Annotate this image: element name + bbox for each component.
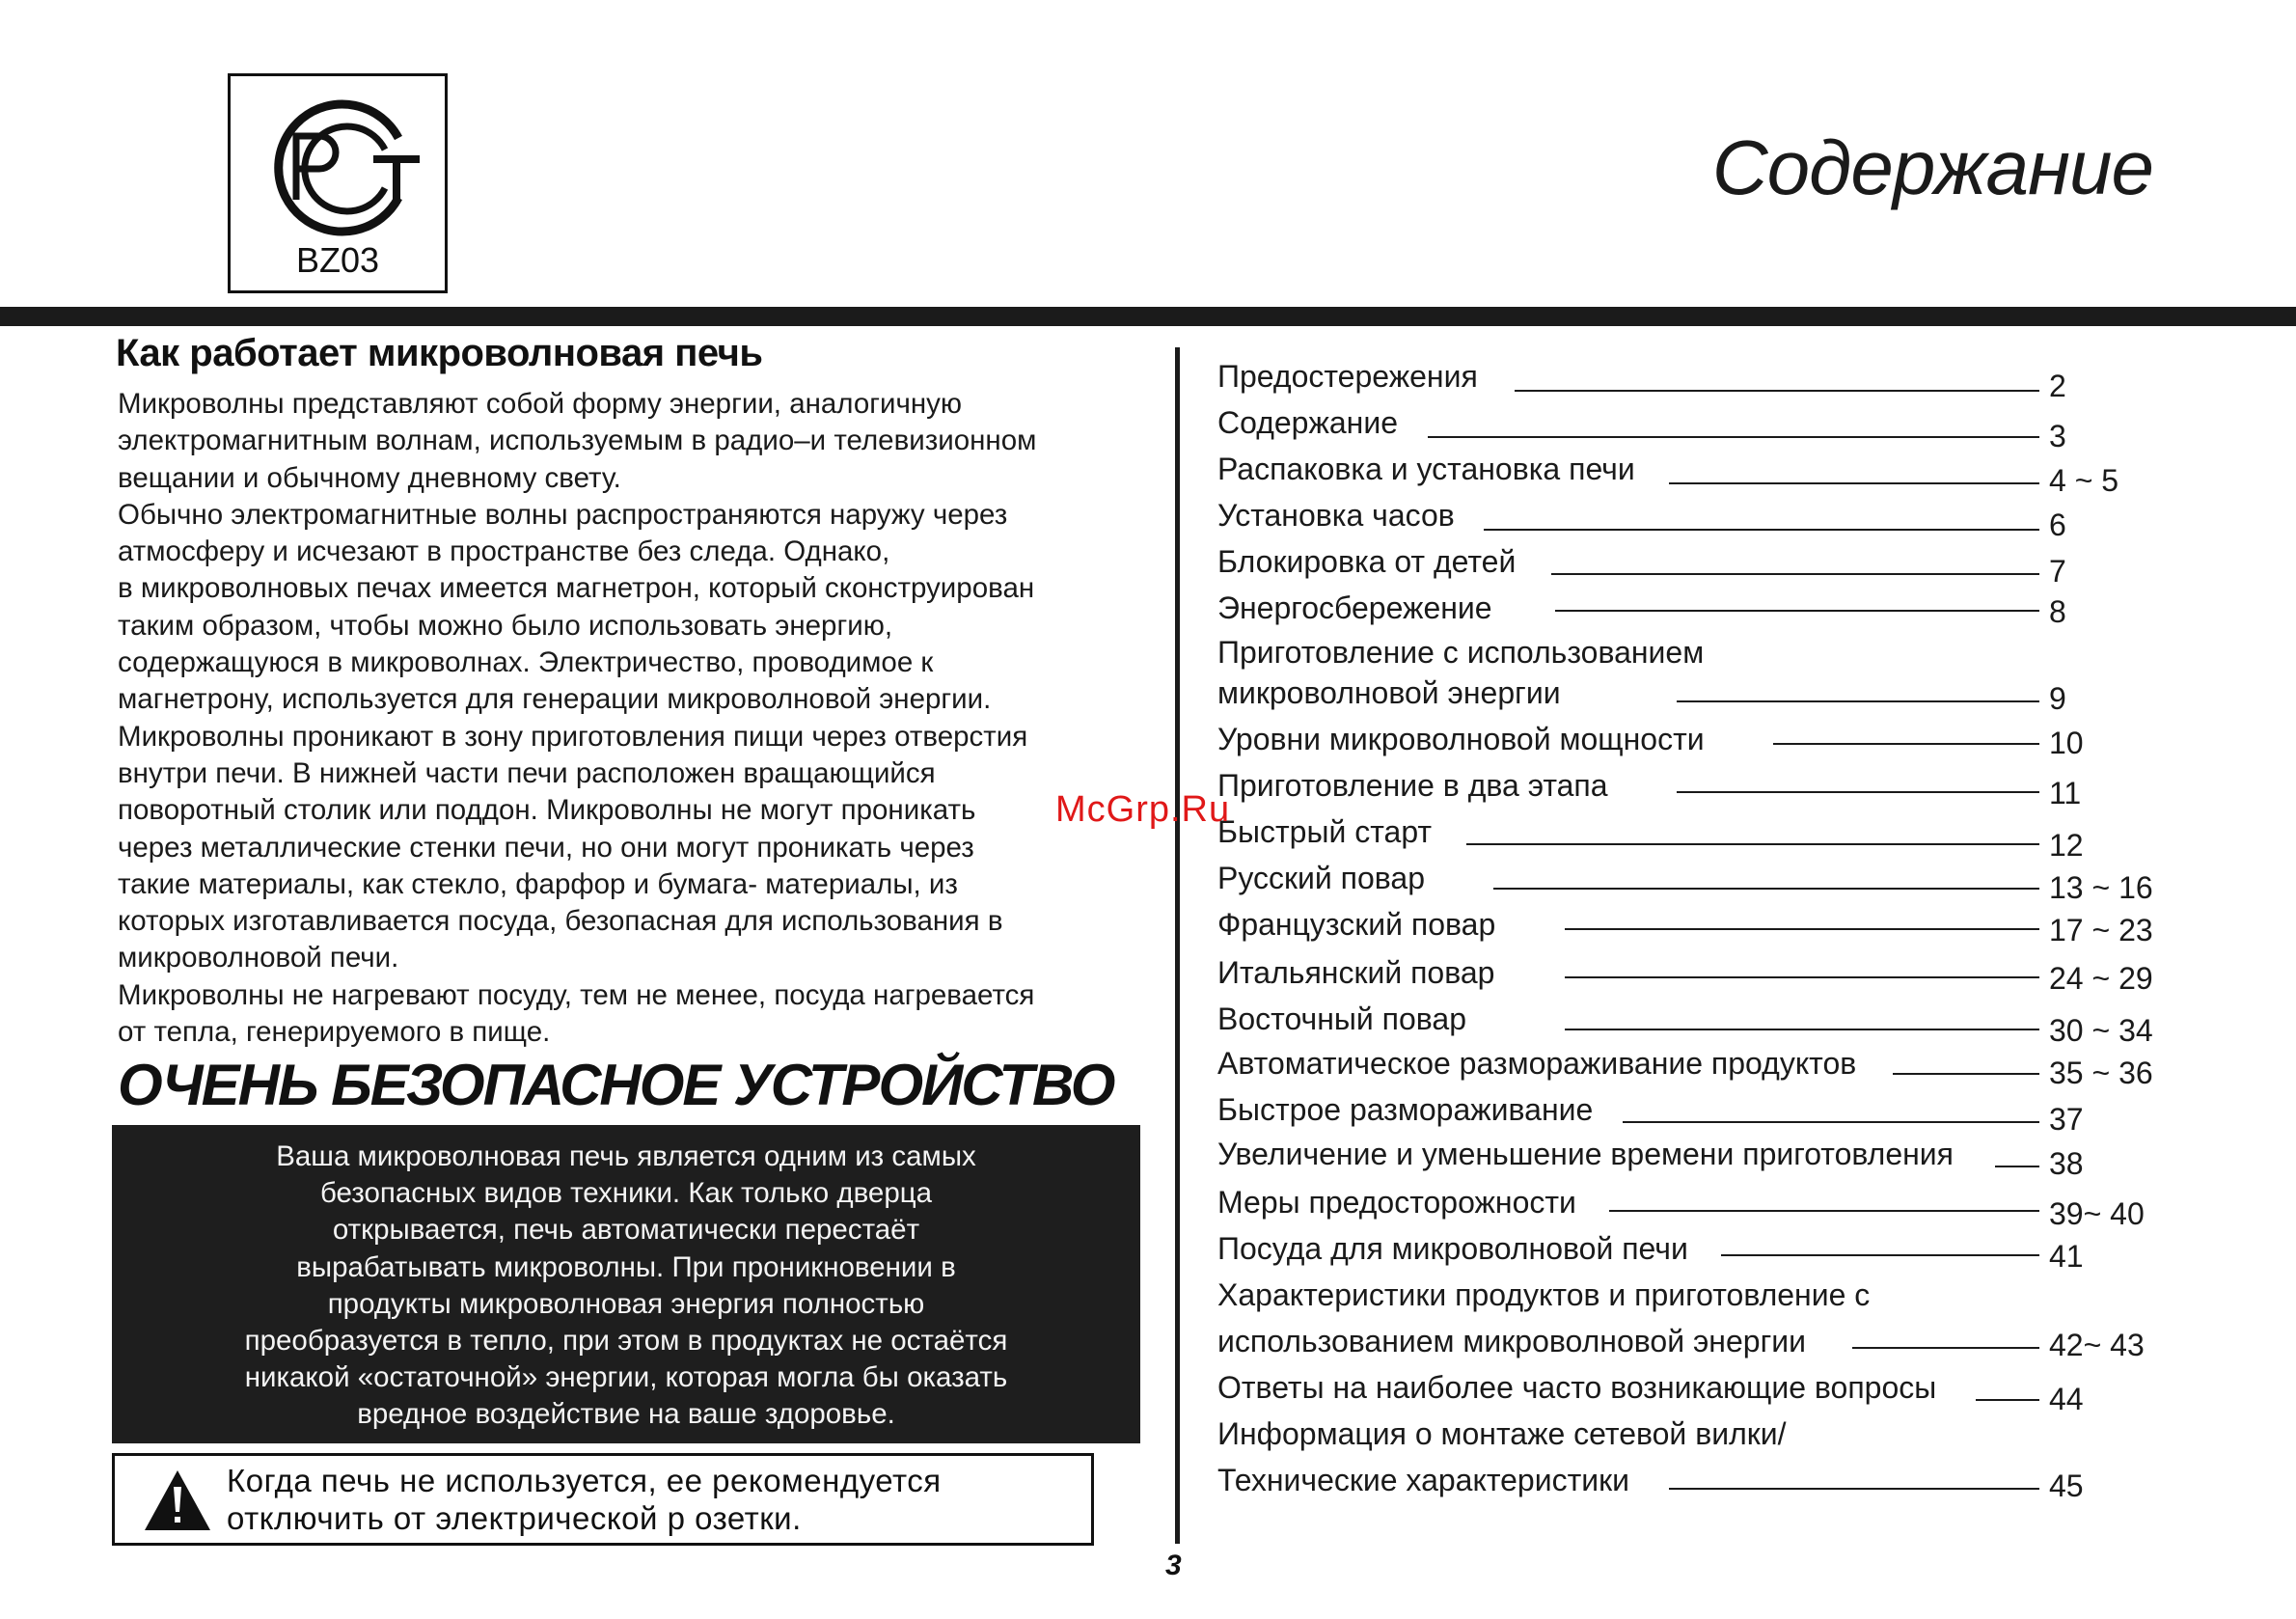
safety-notice <box>112 1125 1140 1443</box>
toc-leader-line <box>1466 843 2039 845</box>
toc-leader-line <box>1551 573 2039 575</box>
toc-entry-title: Итальянский повар <box>1217 955 1495 990</box>
column-divider <box>1175 347 1180 1544</box>
header-bar <box>0 307 2296 326</box>
toc-entry-title: Русский повар <box>1217 861 1425 895</box>
toc-entry-title: Предостережения <box>1217 359 1478 394</box>
toc-leader-line <box>1484 529 2039 531</box>
toc-entry-title: Приготовление в два этапа <box>1217 768 1608 803</box>
toc-entry-page: 30 ~ 34 <box>2049 1013 2153 1048</box>
toc-entry-page: 9 <box>2049 681 2066 716</box>
warning-line: Когда печь не используется, ее рекомендуется <box>227 1463 942 1498</box>
page-number: 3 <box>1165 1550 1182 1581</box>
toc-entry-page: 41 <box>2049 1239 2084 1274</box>
toc-entry-page: 17 ~ 23 <box>2049 913 2153 947</box>
toc-entry-title: Блокировка от детей <box>1217 544 1517 579</box>
body-line: поворотный столик или поддон. Микроволны не могут проникать <box>118 794 976 827</box>
toc-entry-page: 10 <box>2049 726 2084 760</box>
toc-entry-title: Ответы на наиболее часто возникающие вопросы <box>1217 1370 1937 1405</box>
toc-entry-page: 4 ~ 5 <box>2049 463 2119 498</box>
toc-leader-line <box>1515 390 2039 392</box>
body-line: атмосферу и исчезают в пространстве без следа. Однако, <box>118 535 890 568</box>
toc-leader-line <box>1893 1073 2039 1075</box>
toc-leader-line <box>1852 1347 2039 1349</box>
toc-leader-line <box>1773 743 2039 745</box>
toc-entry-title: Распаковка и установка печи <box>1217 452 1635 486</box>
toc-entry-page: 37 <box>2049 1102 2084 1137</box>
toc-entry-title: Приготовление с использованием <box>1217 635 1705 670</box>
toc-leader-line <box>1677 791 2039 793</box>
safety-title: ОЧЕНЬ БЕЗОПАСНОЕ УСТРОЙСТВО <box>118 1053 1114 1117</box>
warning-notice <box>112 1453 1094 1546</box>
body-line: содержащуюся в микроволнах. Электричество, проводимое к <box>118 646 934 679</box>
certification-mark <box>228 73 448 293</box>
toc-entry-page: 24 ~ 29 <box>2049 961 2153 996</box>
safety-line: открывается, печь автоматически перестаёт <box>332 1214 920 1247</box>
toc-entry-title: Уровни микроволновой мощности <box>1217 722 1705 756</box>
toc-leader-line <box>1623 1121 2039 1123</box>
body-line: микроволновой печи. <box>118 942 399 974</box>
body-line: Обычно электромагнитные волны распространяются наружу через <box>118 498 1008 531</box>
toc-entry-title: Автоматическое размораживание продуктов <box>1217 1046 1857 1081</box>
toc-leader-line <box>1493 888 2039 890</box>
toc-entry-page: 42~ 43 <box>2049 1328 2145 1362</box>
warning-triangle-icon <box>142 1468 213 1533</box>
body-text <box>118 386 1121 1051</box>
toc-entry-title: Установка часов <box>1217 498 1455 533</box>
toc-entry-title: Французский повар <box>1217 907 1496 942</box>
body-line: в микроволновых печах имеется магнетрон, который сконструирован <box>118 572 1035 605</box>
toc-leader-line <box>1565 928 2039 930</box>
toc-leader-line <box>1609 1210 2039 1212</box>
body-line: Микроволны представляют собой форму энергии, аналогичную <box>118 388 963 420</box>
body-line: которых изготавливается посуда, безопасная для использования в <box>118 905 1003 938</box>
toc-entry-title: Посуда для микроволновой печи <box>1217 1231 1688 1266</box>
safety-line: вырабатывать микроволны. При проникновении в <box>296 1250 956 1283</box>
body-line: такие материалы, как стекло, фарфор и бумага- материалы, из <box>118 867 958 900</box>
watermark: McGrp.Ru <box>1055 789 1231 830</box>
toc-entry-page: 11 <box>2049 776 2082 810</box>
safety-line: безопасных видов техники. Как только дверца <box>319 1177 933 1210</box>
toc-entry-page: 39~ 40 <box>2049 1196 2145 1231</box>
toc-entry-page: 7 <box>2049 554 2066 589</box>
toc-leader-line <box>1669 1488 2039 1490</box>
toc-leader-line <box>1555 610 2039 612</box>
toc-leader-line <box>1677 700 2039 702</box>
toc-entry-title: Энергосбережение <box>1217 590 1492 625</box>
toc-entry-title: Содержание <box>1217 405 1399 440</box>
toc-entry-page: 35 ~ 36 <box>2049 1056 2153 1090</box>
toc-entry-page: 8 <box>2049 594 2066 629</box>
body-line: через металлические стенки печи, но они могут проникать через <box>118 831 974 864</box>
toc-entry-title: Характеристики продуктов и приготовление с <box>1217 1277 1871 1312</box>
body-line: магнетрону, используется для генерации микроволновой энергии. <box>118 683 992 716</box>
toc-leader-line <box>1995 1166 2039 1167</box>
safety-line: вредное воздействие на ваше здоровье. <box>357 1398 895 1431</box>
section-title: Как работает микроволновая печь <box>116 332 763 374</box>
toc-entry-page: 2 <box>2049 369 2066 403</box>
toc-entry-page: 3 <box>2049 419 2066 453</box>
toc-entry-title: Быстрое размораживание <box>1217 1092 1594 1127</box>
toc-entry-page: 6 <box>2049 508 2066 542</box>
body-line: таким образом, чтобы можно было использовать энергию, <box>118 609 893 642</box>
toc-entry-page: 44 <box>2049 1382 2084 1416</box>
toc-entry-title: Увеличение и уменьшение времени приготовления <box>1217 1137 1954 1171</box>
body-line: Микроволны проникают в зону приготовления пищи через отверстия <box>118 720 1028 753</box>
certification-code: BZ03 <box>295 240 380 280</box>
toc-entry-title: Быстрый старт <box>1217 814 1433 849</box>
pct-logo-icon <box>254 96 427 240</box>
warning-line: отключить от электрической р озетки. <box>227 1500 802 1536</box>
toc-leader-line <box>1721 1254 2039 1256</box>
body-line: электромагнитным волнам, используемым в радио–и телевизионном <box>118 425 1037 457</box>
body-line: Микроволны не нагревают посуду, тем не менее, посуда нагревается <box>118 978 1035 1011</box>
toc-leader-line <box>1428 436 2039 438</box>
page-title: Содержание <box>1711 124 2153 210</box>
toc-entry-title: микроволновой энергии <box>1217 675 1561 710</box>
safety-line: преобразуется в тепло, при этом в продуктах не остаётся <box>244 1325 1008 1358</box>
toc-leader-line <box>1565 976 2039 978</box>
toc-entry-title: использованием микроволновой энергии <box>1217 1324 1806 1358</box>
toc-entry-title: Информация о монтаже сетевой вилки/ <box>1217 1416 1787 1451</box>
toc-leader-line <box>1669 482 2039 484</box>
toc-entry-title: Технические характеристики <box>1217 1463 1629 1497</box>
safety-line: Ваша микроволновая печь является одним из самых <box>276 1140 976 1172</box>
safety-line: никакой «остаточной» энергии, которая могла бы оказать <box>244 1361 1008 1394</box>
body-line: от тепла, генерируемого в пище. <box>118 1016 551 1049</box>
toc-entry-page: 38 <box>2049 1146 2084 1181</box>
toc-entry-page: 13 ~ 16 <box>2049 870 2153 905</box>
toc-entry-page: 45 <box>2049 1468 2084 1503</box>
body-line: вещании и обычному дневному свету. <box>118 461 621 494</box>
toc-entry-title: Меры предосторожности <box>1217 1185 1576 1220</box>
toc-leader-line <box>1565 1029 2039 1030</box>
body-line: внутри печи. В нижней части печи расположен вращающийся <box>118 756 936 789</box>
toc-entry-page: 12 <box>2049 828 2084 863</box>
toc-entry-title: Восточный повар <box>1217 1002 1466 1036</box>
safety-line: продукты микроволновая энергия полностью <box>327 1287 925 1320</box>
toc-leader-line <box>1976 1399 2039 1401</box>
